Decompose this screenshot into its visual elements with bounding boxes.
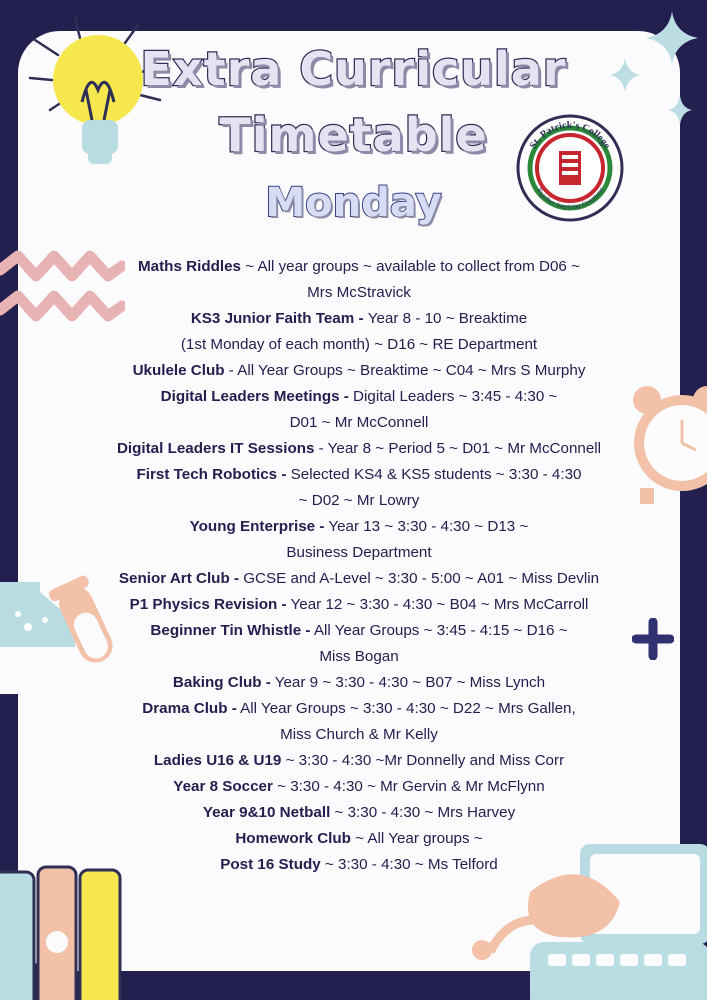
activity-details: ~ All Year groups ~ bbox=[350, 830, 483, 847]
activity-name: P1 Physics Revision - bbox=[129, 596, 287, 613]
timetable-line bbox=[80, 358, 638, 384]
timetable-line bbox=[80, 332, 638, 358]
activity-details: Year 9 ~ 3:30 - 4:30 ~ B07 ~ Miss Lynch bbox=[270, 674, 546, 691]
cross-icon bbox=[632, 618, 674, 660]
books-icon bbox=[0, 862, 125, 1000]
activity-details: ~ D02 ~ Mr Lowry bbox=[298, 492, 420, 509]
timetable-line bbox=[80, 774, 638, 800]
timetable-line bbox=[80, 644, 638, 670]
school-crest-icon bbox=[512, 113, 628, 223]
activity-details: GCSE and A-Level ~ 3:30 - 5:00 ~ A01 ~ Miss Devlin bbox=[239, 570, 600, 587]
activity-name: Digital Leaders Meetings - bbox=[160, 388, 349, 405]
activity-details: Business Department bbox=[286, 544, 432, 561]
activity-name: Year 8 Soccer bbox=[173, 778, 273, 795]
activity-name: Post 16 Study bbox=[220, 856, 321, 873]
activity-name: Beginner Tin Whistle - bbox=[150, 622, 311, 639]
activity-details: Miss Church & Mr Kelly bbox=[280, 726, 438, 743]
activity-name: Senior Art Club - bbox=[118, 570, 240, 587]
timetable-line bbox=[80, 852, 638, 878]
timetable-line bbox=[80, 722, 638, 748]
activity-name: Digital Leaders IT Sessions bbox=[116, 440, 315, 457]
logo-name: St. Patrick's College bbox=[527, 119, 613, 151]
activity-details: Year 13 ~ 3:30 - 4:30 ~ D13 ~ bbox=[324, 518, 529, 535]
timetable-line bbox=[80, 540, 638, 566]
activity-details: D01 ~ Mr McConnell bbox=[289, 414, 429, 431]
timetable-line bbox=[80, 488, 638, 514]
day-heading: Monday bbox=[265, 180, 442, 226]
timetable-line bbox=[80, 384, 638, 410]
activity-details: Year 8 - 10 ~ Breaktime bbox=[367, 310, 528, 327]
activity-details: Selected KS4 & KS5 students ~ 3:30 - 4:30 bbox=[286, 466, 582, 483]
timetable-line bbox=[80, 670, 638, 696]
activity-details: ~ All year groups ~ available to collect from D06 ~ bbox=[241, 258, 580, 275]
timetable-line bbox=[80, 280, 638, 306]
activity-name: Ukulele Club bbox=[132, 362, 225, 379]
activity-name: KS3 Junior Faith Team - bbox=[190, 310, 368, 327]
activity-details: Mrs McStravick bbox=[307, 284, 411, 301]
title-line-1: Extra Curricular bbox=[140, 42, 567, 96]
timetable-line bbox=[80, 748, 638, 774]
timetable-line bbox=[80, 436, 638, 462]
activity-details: - Year 8 ~ Period 5 ~ D01 ~ Mr McConnell bbox=[314, 440, 602, 457]
timetable-line bbox=[80, 514, 638, 540]
timetable-line bbox=[80, 306, 638, 332]
timetable-list bbox=[80, 254, 638, 878]
activity-details: ~ 3:30 - 4:30 ~ Ms Telford bbox=[320, 856, 498, 873]
timetable-line bbox=[80, 566, 638, 592]
activity-name: Year 9&10 Netball bbox=[202, 804, 331, 821]
timetable-line bbox=[80, 696, 638, 722]
activity-name: Homework Club bbox=[235, 830, 351, 847]
activity-details: ~ 3:30 - 4:30 ~Mr Donnelly and Miss Corr bbox=[281, 752, 565, 769]
activity-details: ~ 3:30 - 4:30 ~ Mrs Harvey bbox=[330, 804, 516, 821]
activity-details: All Year Groups ~ 3:45 - 4:15 ~ D16 ~ bbox=[310, 622, 568, 639]
activity-details: Miss Bogan bbox=[319, 648, 399, 665]
activity-details: Year 12 ~ 3:30 - 4:30 ~ B04 ~ Mrs McCarroll bbox=[286, 596, 589, 613]
timetable-line bbox=[80, 462, 638, 488]
activity-details: ~ 3:30 - 4:30 ~ Mr Gervin & Mr McFlynn bbox=[272, 778, 545, 795]
activity-details: All Year Groups ~ 3:30 - 4:30 ~ D22 ~ Mrs Gallen, bbox=[236, 700, 576, 717]
activity-name: Young Enterprise - bbox=[189, 518, 325, 535]
logo-motto: Together Inspiring Greatness bbox=[534, 185, 606, 212]
activity-name: Drama Club - bbox=[142, 700, 237, 717]
timetable-line bbox=[80, 592, 638, 618]
activity-details: (1st Monday of each month) ~ D16 ~ RE Department bbox=[180, 336, 538, 353]
activity-details: Digital Leaders ~ 3:45 - 4:30 ~ bbox=[348, 388, 558, 405]
activity-details: - All Year Groups ~ Breaktime ~ C04 ~ Mrs S Murphy bbox=[224, 362, 586, 379]
timetable-line bbox=[80, 800, 638, 826]
activity-name: First Tech Robotics - bbox=[136, 466, 287, 483]
activity-name: Baking Club - bbox=[172, 674, 271, 691]
timetable-line bbox=[80, 254, 638, 280]
activity-name: Ladies U16 & U19 bbox=[153, 752, 282, 769]
activity-name: Maths Riddles bbox=[138, 258, 241, 275]
timetable-line bbox=[80, 826, 638, 852]
title-line-2: Timetable bbox=[219, 108, 488, 162]
timetable-line bbox=[80, 618, 638, 644]
timetable-line bbox=[80, 410, 638, 436]
